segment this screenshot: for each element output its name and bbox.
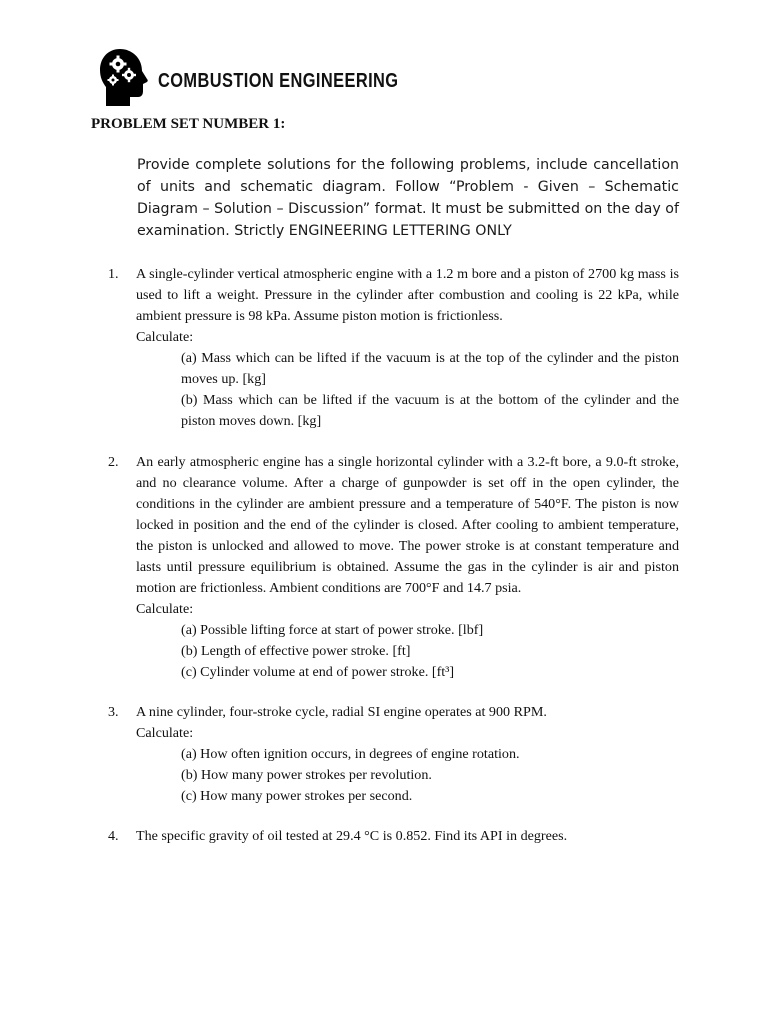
course-title: COMBUSTION ENGINEERING — [158, 70, 399, 92]
calculate-label: Calculate: — [136, 601, 194, 617]
problem-number: 3. — [108, 704, 119, 720]
problem-text: A single-cylinder vertical atmospheric engine with a 1.2 m bore and a piston of 2700 kg mass is used to lift a weight. Pressure in the cylinder after combustion and cooling is 22 kPa, while ambient pressure is 98 kPa. Assume piston motion is frictionless. — [136, 266, 679, 324]
document-header — [98, 48, 418, 110]
problem-list — [108, 264, 679, 847]
problem-4 — [108, 826, 679, 847]
problem-text: The specific gravity of oil tested at 29.4 °C is 0.852. Find its API in degrees. — [136, 828, 568, 844]
sub-question: (a) Possible lifting force at start of power stroke. [lbf] — [181, 622, 484, 638]
instructions-paragraph: Provide complete solutions for the following problems, include cancellation of units and schematic diagram. Follow “Problem - Given – Schematic Diagram – Solution – Discussion” format. It must be submitted on the day of examination. Strictly ENGINEERING LETTERING ONLY — [137, 157, 679, 239]
sub-question: (b) How many power strokes per revolution. — [181, 767, 432, 783]
calculate-label: Calculate: — [136, 725, 194, 741]
calculate-label: Calculate: — [136, 329, 194, 345]
problem-3 — [108, 702, 679, 807]
problem-number: 4. — [108, 828, 119, 844]
head-gears-icon — [98, 48, 148, 108]
sub-question: (c) Cylinder volume at end of power stroke. [ft³] — [181, 664, 455, 680]
sub-question: (a) How often ignition occurs, in degrees of engine rotation. — [181, 746, 520, 762]
problem-number: 2. — [108, 454, 119, 470]
sub-question: (b) Mass which can be lifted if the vacuum is at the bottom of the cylinder and the piston moves down. [kg] — [181, 392, 679, 429]
sub-question: (a) Mass which can be lifted if the vacuum is at the top of the cylinder and the piston moves up. [kg] — [181, 350, 679, 387]
sub-question: (c) How many power strokes per second. — [181, 788, 413, 804]
sub-question: (b) Length of effective power stroke. [ft] — [181, 643, 411, 659]
problem-text: A nine cylinder, four-stroke cycle, radial SI engine operates at 900 RPM. — [136, 704, 547, 720]
problem-text: An early atmospheric engine has a single horizontal cylinder with a 3.2-ft bore, a 9.0-ft stroke, and no clearance volume. After a charge of gunpowder is set off in the open cylinder, the conditions in the cylinder are ambient pressure and a temperature of 540°F. The piston is now locked in position and the end of the cylinder is closed. After cooling to ambient temperature, the piston is unlocked and allowed to move. The power stroke is at constant temperature and lasts until pressure equilibrium is obtained. Assume the gas in the cylinder is air and piston motion are frictionless. Ambient conditions are 700°F and 14.7 psia. — [136, 454, 679, 596]
problem-1 — [108, 264, 679, 432]
problem-number: 1. — [108, 266, 119, 282]
problem-set-title: PROBLEM SET NUMBER 1: — [91, 116, 286, 132]
problem-2 — [108, 452, 679, 683]
